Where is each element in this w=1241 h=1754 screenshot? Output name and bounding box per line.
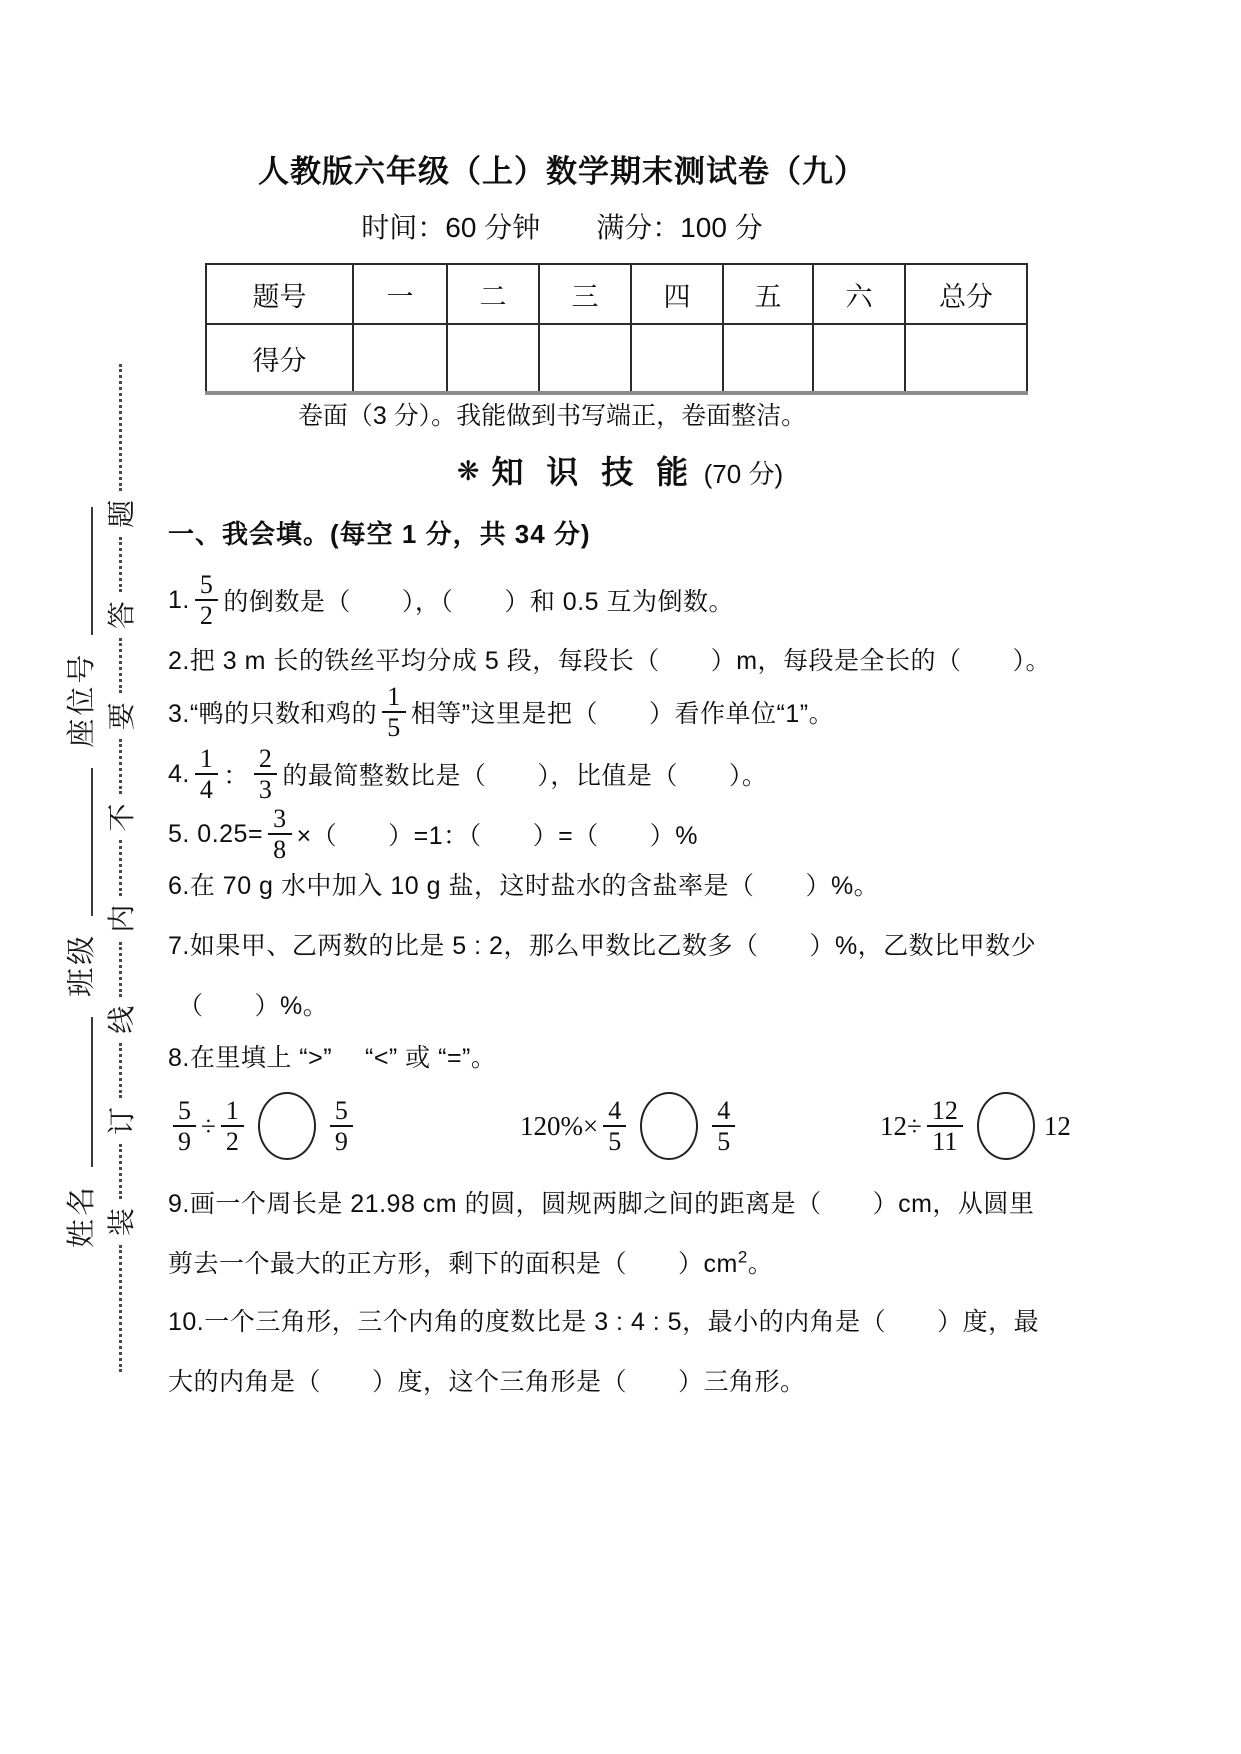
question-text: 的倒数是（ ），（ ）和 0.5 互为倒数。 <box>223 588 735 616</box>
section-heading <box>110 447 1130 493</box>
question-text: 6.在 70 g 水中加入 10 g 盐，这时盐水的含盐率是（ ）%。 <box>168 872 880 900</box>
section-points: (70 分) <box>703 459 784 489</box>
score-table-header-row <box>206 264 1027 324</box>
seat-field-label: 座位号 <box>65 651 98 748</box>
name-field-label: 姓名 <box>65 1183 98 1248</box>
question-text: 大的内角是（ ）度，这个三角形是（ ）三角形。 <box>168 1368 806 1396</box>
binding-dotted-segment <box>119 942 122 997</box>
score-table-cell: 三 <box>539 264 631 324</box>
score-table-cell: 题号 <box>206 264 353 324</box>
name-field-blank-line <box>91 1017 93 1167</box>
divide-operator: ÷ <box>201 1110 216 1141</box>
fraction-1-2: $\frac{1}{2}$ <box>221 1096 244 1156</box>
binding-dotted-segment <box>119 1245 122 1372</box>
expression-lead: 12÷ <box>880 1110 922 1141</box>
part1-heading: 一、我会填。(每空 1 分，共 34 分) <box>168 519 591 549</box>
question-text: 相等”这里是把（ ）看作单位“1”。 <box>410 700 835 728</box>
question-text: 8.在里填上 “>” “<” 或 “=”。 <box>168 1044 497 1072</box>
score-table-cell: 五 <box>723 264 813 324</box>
score-cell-empty <box>813 324 905 393</box>
question-text: 7.如果甲、乙两数的比是 5 : 2，那么甲数比乙数多（ ）%，乙数比甲数少 <box>168 932 1037 960</box>
expression-tail: 12 <box>1043 1110 1071 1141</box>
binding-char: 不 <box>106 803 137 832</box>
question-5 <box>168 794 698 874</box>
question-text: ×（ ）=1：（ ）=（ ）% <box>296 822 698 850</box>
fraction-5-2: $\frac{5}{2}$ <box>195 570 219 630</box>
question-9-line2 <box>168 1244 773 1280</box>
question-text: （ ）%。 <box>178 992 329 1020</box>
comparison-circle <box>258 1092 316 1160</box>
question-10-line2 <box>168 1362 806 1398</box>
binding-char: 答 <box>106 601 137 630</box>
question-text: 。 <box>747 1250 774 1278</box>
score-cell-empty <box>353 324 447 393</box>
binding-char: 要 <box>106 702 137 731</box>
question-10-line1 <box>168 1302 1039 1338</box>
question-text: 9.画一个周长是 21.98 cm 的圆，圆规两脚之间的距离是（ ）cm，从圆里 <box>168 1190 1035 1218</box>
question-9-line1 <box>168 1184 1034 1220</box>
score-cell-empty <box>723 324 813 393</box>
binding-char: 题 <box>106 499 137 528</box>
score-table-cell: 一 <box>353 264 447 324</box>
score-table-cell: 六 <box>813 264 905 324</box>
fraction-12-11: $\frac{12}{11}$ <box>927 1096 963 1156</box>
binding-dotted-segment <box>119 537 122 592</box>
ratio-colon: ： <box>223 763 249 790</box>
binding-dotted-segment <box>119 638 122 693</box>
question-8-item-1 <box>168 1086 358 1166</box>
comparison-circle <box>977 1092 1035 1160</box>
fraction-4-5: $\frac{4}{5}$ <box>712 1096 735 1156</box>
score-cell-empty <box>539 324 631 393</box>
binding-dotted-segment <box>119 739 122 794</box>
comparison-circle <box>640 1092 698 1160</box>
section-title: 知 识 技 能 <box>491 454 696 490</box>
question-number: 4. <box>168 759 190 788</box>
expression-lead: 120%× <box>520 1110 599 1141</box>
fraction-5-9: $\frac{5}{9}$ <box>330 1096 353 1156</box>
fraction-3-8: $\frac{3}{8}$ <box>268 804 292 864</box>
binding-char: 订 <box>106 1106 137 1135</box>
question-8-item-3 <box>880 1086 1071 1166</box>
binding-char: 线 <box>106 1005 137 1034</box>
fraction-2-3: $\frac{2}{3}$ <box>254 744 278 804</box>
binding-char: 装 <box>106 1208 137 1237</box>
binding-dotted-segment <box>119 1144 122 1199</box>
score-table-cell: 总分 <box>905 264 1027 324</box>
student-info-margin <box>56 503 102 1248</box>
question-6 <box>168 866 879 902</box>
flower-asterisk-icon: ❋ <box>456 456 480 486</box>
fraction-4-5: $\frac{4}{5}$ <box>603 1096 626 1156</box>
question-text: 剪去一个最大的正方形，剩下的面积是（ ）cm <box>168 1250 738 1278</box>
fraction-1-5: $\frac{1}{5}$ <box>382 682 406 742</box>
neatness-note: 卷面（3 分）。我能做到书写端正，卷面整洁。 <box>297 402 807 430</box>
question-text: 10.一个三角形，三个内角的度数比是 3 : 4 : 5，最小的内角是（ ）度，最 <box>168 1308 1040 1336</box>
question-text: 5. 0.25= <box>168 819 264 848</box>
seat-field-blank-line <box>91 507 93 635</box>
class-field-label: 班级 <box>65 932 98 997</box>
score-cell-empty <box>631 324 723 393</box>
class-field-blank-line <box>91 768 93 916</box>
question-8-intro <box>168 1038 496 1074</box>
binding-dotted-segment <box>119 840 122 895</box>
question-text: 的最简整数比是（ ），比值是（ ）。 <box>282 762 768 790</box>
fraction-5-9: $\frac{5}{9}$ <box>173 1096 196 1156</box>
score-table-cell: 四 <box>631 264 723 324</box>
squared-exponent: 2 <box>737 1247 748 1267</box>
score-table-score-row <box>206 324 1027 393</box>
question-number: 1. <box>168 585 190 614</box>
score-table <box>205 263 1028 395</box>
score-table-cell: 得分 <box>206 324 353 393</box>
question-text: 2.把 3 m 长的铁丝平均分成 5 段，每段长（ ）m，每段是全长的（ ）。 <box>168 647 1052 675</box>
binding-dotted-segment <box>119 1043 122 1098</box>
question-7-line2 <box>178 986 328 1022</box>
score-cell-empty <box>447 324 539 393</box>
question-1 <box>168 558 734 642</box>
score-cell-empty <box>905 324 1027 393</box>
page-title: 人教版六年级（上）数学期末测试卷（九） <box>258 154 866 189</box>
binding-char: 内 <box>106 904 137 933</box>
question-8-item-2 <box>520 1086 740 1166</box>
binding-line <box>102 364 138 1372</box>
question-text: 3.“鸭的只数和鸡的 <box>168 700 378 728</box>
question-7-line1 <box>168 926 1036 962</box>
fraction-1-4: $\frac{1}{4}$ <box>195 744 219 804</box>
score-table-cell: 二 <box>447 264 539 324</box>
exam-time-score: 时间：60 分钟 满分：100 分 <box>361 212 763 243</box>
